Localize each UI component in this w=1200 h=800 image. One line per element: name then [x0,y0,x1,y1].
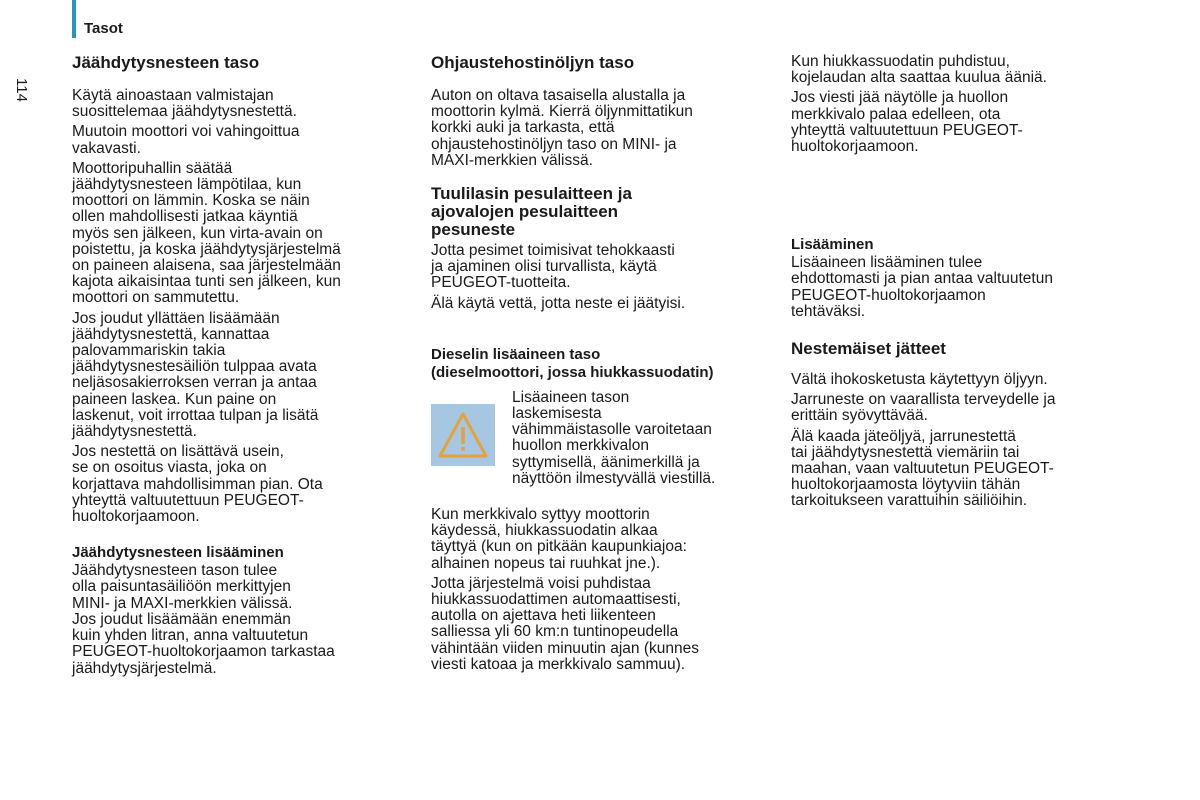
paragraph: Jotta pesimet toimisivat tehokkaasti ja ajaminen olisi turvallista, käytä PEUGEOT-tuotteita. [431,242,675,292]
paragraph: Lisäaineen lisääminen tulee ehdottomasti ja pian antaa valtuutetun PEUGEOT-huoltokorjaamon tehtäväksi. [791,254,1053,320]
section-title: Tasot [84,20,123,37]
paragraph: Muutoin moottori voi vahingoittua vakavasti. [72,123,300,157]
heading-washer-fluid: Tuulilasin pesulaitteen ja ajovalojen pesulaitteen pesuneste [431,184,632,240]
heading-liquid-waste: Nestemäiset jätteet [791,339,946,359]
paragraph: Jotta järjestelmä voisi puhdistaa hiukkassuodattimen automaattisesti, autolla on ajettava heti liikenteen salliessa yli 60 km:n tuntinopeudella vähintään viiden minuutin ajan (kunnes viesti katoaa ja merkkivalo sammuu). [431,574,699,673]
page-number: 114 [13,78,30,102]
paragraph: Älä kaada jäteöljyä, jarrunestettä tai jäähdytysnestettä viemäriin tai maahan, vaan valtuutetun PEUGEOT- huoltokorjaamosta löytyviin tähän tarkoitukseen varattuihin säiliöihin. [791,427,1054,510]
heading-coolant-level: Jäähdytysnesteen taso [72,53,260,72]
paragraph: Jos joudut yllättäen lisäämään jäähdytysnestettä, kannattaa palovammariskin takia jäähdytysnestesäiliön tulppaa avata neljäsosakierroksen verran ja antaa paineen laskea. Kun paine on laskenut, voit irrottaa tulpan ja lisätä jäähdytysnestettä. [72,309,319,441]
paragraph: Älä käytä vettä, jotta neste ei jäätyisi. [431,294,686,312]
paragraph: Kun merkkivalo syttyy moottorin käydessä, hiukkassuodatin alkaa täyttyä (kun on pitkään kaupunkiajoa: alhainen nopeus tai ruuhkat jne.). [431,506,687,572]
column-3 [791,54,1131,514]
heading-adding: Lisääminen [791,236,874,254]
warning-note [431,390,771,487]
section-accent-bar [72,0,76,38]
paragraph: Auton on oltava tasaisella alustalla ja moottorin kylmä. Kierrä öljynmittatikun korkki auki ja tarkasta, että ohjaustehostinöljyn taso on MINI- ja MAXI-merkkien välissä. [431,87,693,169]
paragraph: Jarruneste on vaarallista terveydelle ja erittäin syövyttävää. [791,391,1056,425]
heading-diesel-additive: Dieselin lisäaineen taso (dieselmoottori, jossa hiukkassuodatin) [431,345,714,381]
paragraph: Jos nestettä on lisättävä usein, se on osoitus viasta, joka on korjattava mahdollisimman pian. Ota yhteyttä valtuutettuun PEUGEOT- huoltokorjaamoon. [72,443,323,526]
warning-triangle-icon [431,404,495,466]
heading-coolant-adding: Jäähdytysnesteen lisääminen [72,544,284,562]
column-1 [72,54,417,681]
warning-text: Lisäaineen tason laskemisesta vähimmäistasolle varoitetaan huollon merkkivalon syttymisellä, äänimerkillä ja näyttöön ilmestyvällä viestillä. [512,388,716,487]
paragraph: Kun hiukkassuodatin puhdistuu, kojelaudan alta saattaa kuulua ääniä. [791,53,1047,87]
paragraph: Jäähdytysnesteen tason tulee olla paisuntasäiliöön merkittyjen MINI- ja MAXI-merkkien välissä. Jos joudut lisäämään enemmän kuin yhden litran, anna valtuutetun PEUGEOT-huoltokorjaamon tarkastaa jäähdytysjärjestelmä. [72,562,335,677]
paragraph: Jos viesti jää näytölle ja huollon merkkivalo palaa edelleen, ota yhteyttä valtuutettuun PEUGEOT- huoltokorjaamoon. [791,89,1023,156]
paragraph: Moottoripuhallin säätää jäähdytysnesteen lämpötilaa, kun moottori on lämmin. Koska se näin ollen mahdollisesti jatkaa käyntiä myös sen jälkeen, kun virta-avain on poistettu, ja koska jäähdytysjärjestelmä on paineen alaisena, saa järjestelmään kajota aikaisintaa tunti sen jälkeen, kun moottori on sammutettu. [72,159,341,307]
paragraph: Vältä ihokosketusta käytettyyn öljyyn. [791,371,1048,389]
paragraph: Käytä ainoastaan valmistajan suosittelemaa jäähdytysnestettä. [72,87,297,121]
heading-power-steering: Ohjaustehostinöljyn taso [431,53,635,72]
column-2 [431,54,771,677]
